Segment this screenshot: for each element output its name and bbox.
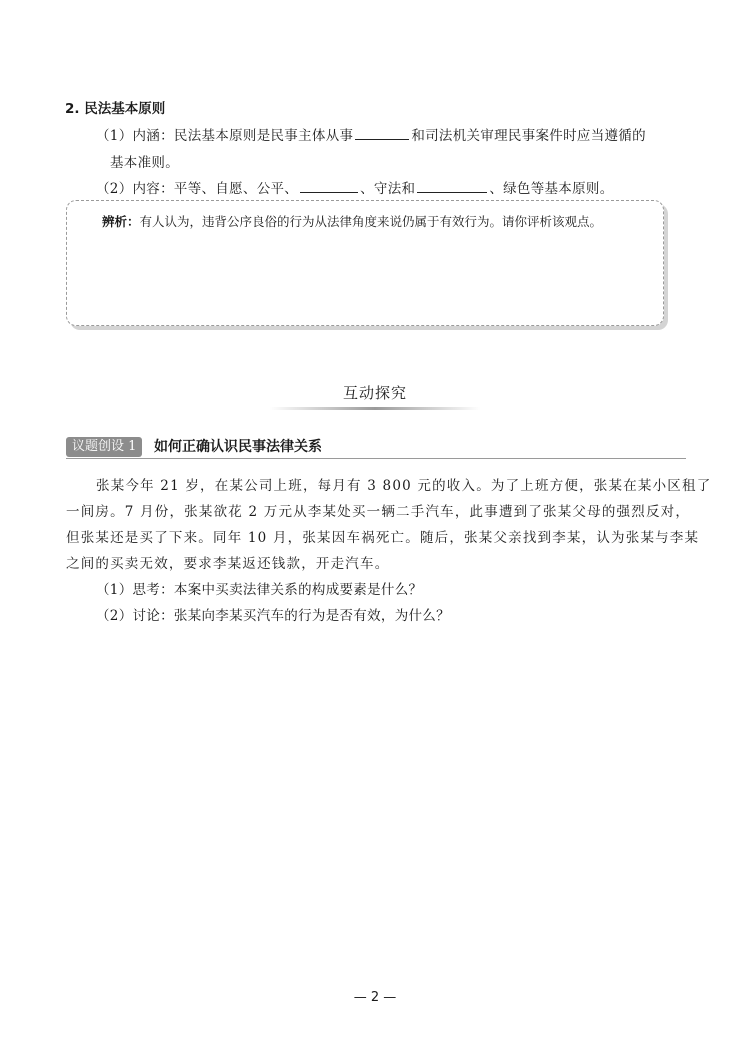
case-paragraph-line: 一间房。7 月份，张某欲花 2 万元从李某处买一辆二手汽车，此事遭到了张某父母的强烈反对， xyxy=(66,504,691,520)
item-2-line xyxy=(96,177,614,197)
fill-blank[interactable] xyxy=(300,178,358,193)
analysis-text: 有人认为，违背公序良俗的行为从法律角度来说仍属于有效行为。请你评析该观点。 xyxy=(139,214,603,229)
item-1-line xyxy=(96,124,646,144)
item-2-text-c: 、绿色等基本原则。 xyxy=(489,181,614,197)
fill-blank[interactable] xyxy=(355,125,409,140)
title-underline xyxy=(270,407,480,410)
section-heading: 2. 民法基本原则 xyxy=(65,101,166,117)
item-2-text-a: 内容：平等、自愿、公平、 xyxy=(132,181,299,197)
case-paragraph-line: 张某今年 21 岁，在某公司上班，每月有 3 800 元的收入。为了上班方便，张某在某小区租了 xyxy=(96,478,712,494)
item-1-text-b: 和司法机关审理民事案件时应当遵循的 xyxy=(411,128,646,144)
case-paragraph-line: 之间的买卖无效，要求李某返还钱款，开走汽车。 xyxy=(66,556,390,572)
case-paragraph-line: 但张某还是买了下来。同年 10 月，张某因车祸死亡。随后，张某父亲找到李某，认为张某与李某 xyxy=(66,530,700,546)
fill-blank[interactable] xyxy=(417,178,487,193)
topic-title: 如何正确认识民事法律关系 xyxy=(154,439,322,455)
item-2-number: （2） xyxy=(96,181,133,197)
item-1-continuation: 基本准则。 xyxy=(110,155,179,171)
topic-divider xyxy=(66,458,686,459)
question-1: （1）思考：本案中买卖法律关系的构成要素是什么？ xyxy=(96,582,423,598)
question-2: （2）讨论：张某向李某买汽车的行为是否有效，为什么？ xyxy=(96,608,450,624)
analysis-label: 辨析： xyxy=(102,214,140,229)
topic-badge: 议题创设 1 xyxy=(66,437,142,457)
interactive-title: 互动探究 xyxy=(342,384,407,402)
page-number: — 2 — xyxy=(353,990,397,1005)
analysis-prompt xyxy=(102,212,602,230)
item-1-number: （1） xyxy=(96,128,133,144)
item-2-text-b: 、守法和 xyxy=(360,181,416,197)
item-1-text-a: 内涵：民法基本原则是民事主体从事 xyxy=(132,128,354,144)
